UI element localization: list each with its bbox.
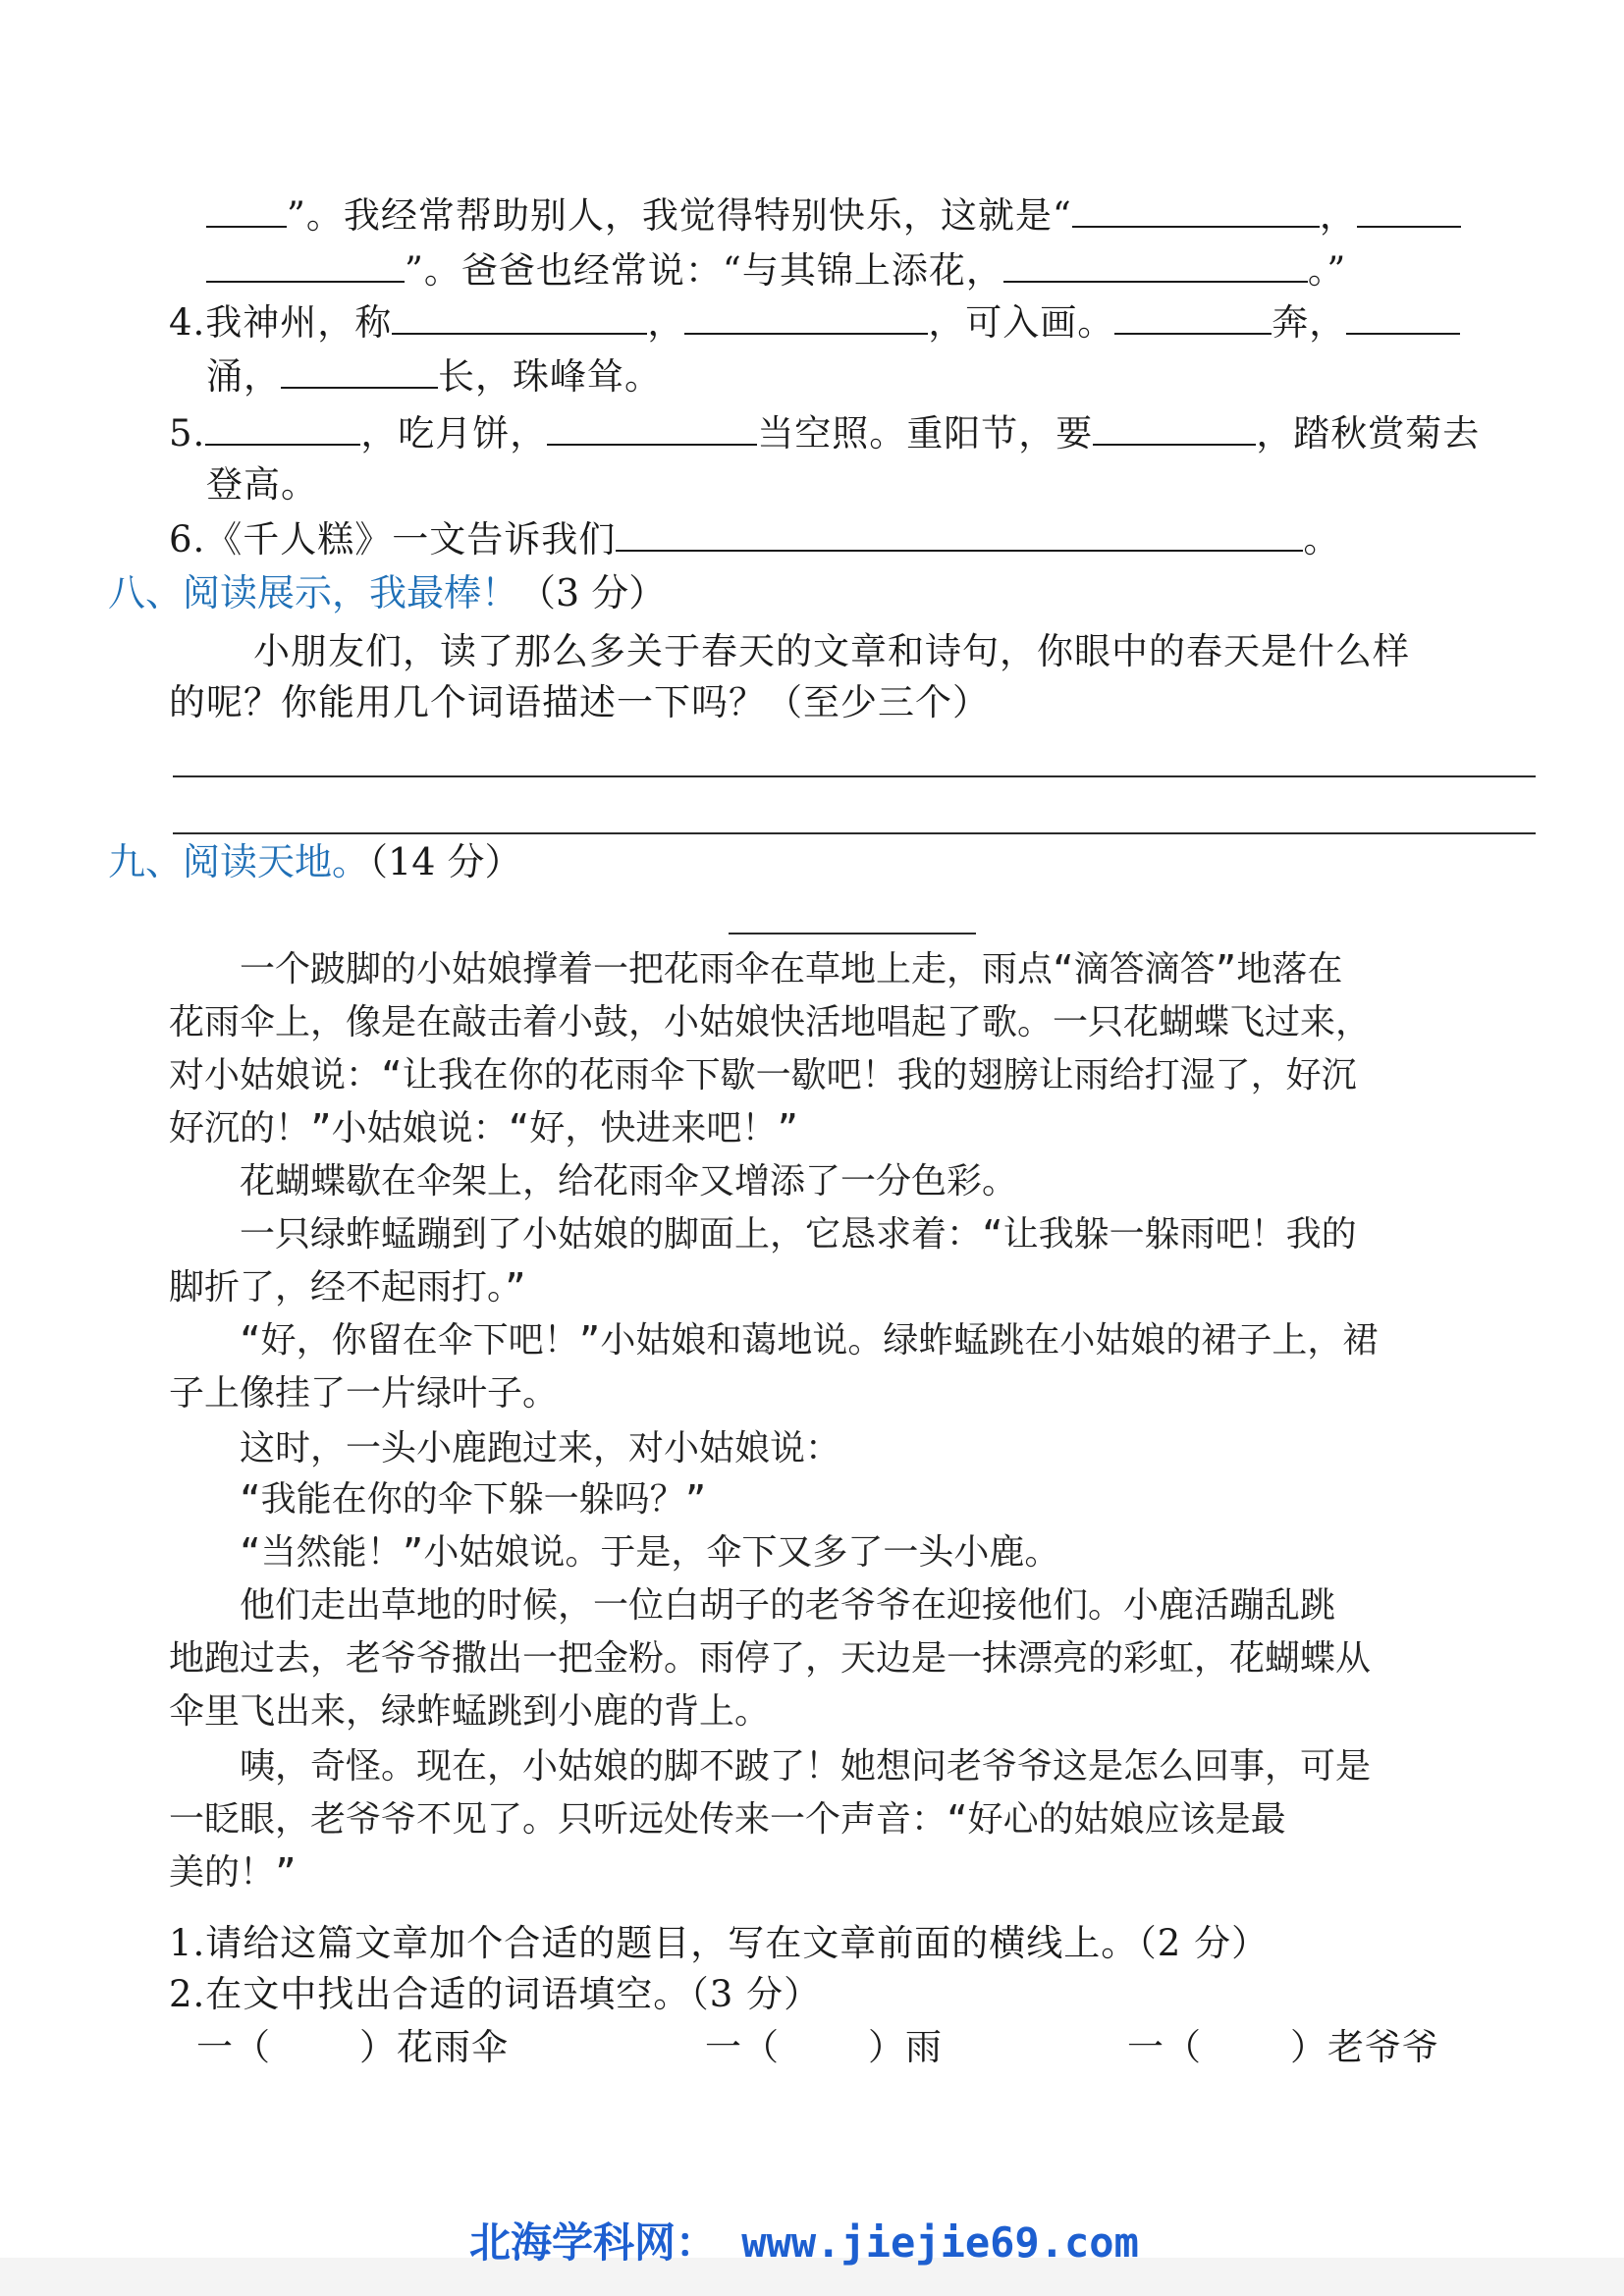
answer-line[interactable]: [173, 775, 1536, 777]
q7-line-4: 4.我神州，称 ， ，可入画。 奔，: [169, 299, 1460, 347]
passage-line: 他们走出草地的时候，一位白胡子的老爷爷在迎接他们。小鹿活蹦乱跳: [169, 1585, 1336, 1626]
section-9-heading: 九、阅读天地。（14 分）: [108, 840, 522, 883]
passage-line: 一眨眼，老爷爷不见了。只听远处传来一个声音：“好心的姑娘应该是最: [169, 1799, 1286, 1840]
fill-item: 一（ ）雨: [705, 2026, 943, 2068]
title-answer-line[interactable]: [729, 933, 976, 934]
blank[interactable]: [1357, 196, 1461, 228]
passage-line: “好，你留在伞下吧！”小姑娘和蔼地说。绿蚱蜢跳在小姑娘的裙子上，裙: [169, 1320, 1379, 1361]
passage-line: 咦，奇怪。现在，小姑娘的脚不跛了！她想问老爷爷这是怎么回事，可是: [169, 1746, 1372, 1787]
blank[interactable]: [392, 303, 647, 335]
footer-watermark: 北海学科网： www.jiejie69.com: [469, 2218, 1139, 2267]
answer-line[interactable]: [173, 832, 1536, 834]
blank[interactable]: [205, 414, 360, 446]
s8-prompt-line-1: 小朋友们，读了那么多关于春天的文章和诗句，你眼中的春天是什么样: [253, 630, 1410, 672]
passage-line: “我能在你的伞下躲一躲吗？”: [169, 1479, 707, 1520]
passage-line: “当然能！”小姑娘说。于是，伞下又多了一头小鹿。: [169, 1532, 1060, 1573]
q7-line-6: 6.《千人糕》一文告诉我们 。: [169, 518, 1341, 561]
blank[interactable]: [684, 303, 928, 335]
blank[interactable]: [1003, 251, 1308, 283]
q7-line-5: 5. ，吃月饼， 当空照。重阳节，要 ，踏秋赏菊去: [169, 412, 1481, 454]
q7-line-5b: 登高。: [206, 463, 318, 506]
question-2: 2.在文中找出合适的词语填空。（3 分）: [169, 1973, 822, 2015]
passage-line: 一个跛脚的小姑娘撑着一把花雨伞在草地上走，雨点“滴答滴答”地落在: [169, 949, 1343, 989]
fill-item: 一（ ）花雨伞: [196, 2026, 509, 2068]
s8-prompt-line-2: 的呢？你能用几个词语描述一下吗？（至少三个）: [169, 681, 990, 723]
fill-item: 一（ ）老爷爷: [1127, 2026, 1439, 2068]
passage-line: 对小姑娘说：“让我在你的花雨伞下歇一歇吧！我的翅膀让雨给打湿了，好沉: [169, 1055, 1357, 1095]
q7-line-4b: 涌， 长，珠峰耸。: [206, 355, 662, 398]
blank[interactable]: [206, 196, 287, 228]
question-1: 1.请给这篇文章加个合适的题目，写在文章前面的横线上。（2 分）: [169, 1922, 1270, 1964]
section-8-heading: 八、阅读展示，我最棒！（3 分）: [108, 571, 667, 614]
blank[interactable]: [616, 520, 1303, 552]
passage-line: 花蝴蝶歇在伞架上，给花雨伞又增添了一分色彩。: [169, 1161, 1018, 1201]
q7-line-2: ”。爸爸也经常说：“与其锦上添花， 。”: [206, 247, 1346, 294]
passage-line: 脚折了，经不起雨打。”: [169, 1267, 526, 1308]
blank[interactable]: [206, 251, 405, 283]
blank[interactable]: [1093, 414, 1256, 446]
passage-line: 花雨伞上，像是在敲击着小鼓，小姑娘快活地唱起了歌。一只花蝴蝶飞过来，: [169, 1002, 1372, 1042]
passage-line: 这时，一头小鹿跑过来，对小姑娘说：: [169, 1428, 841, 1468]
blank[interactable]: [1346, 303, 1460, 335]
passage-line: 地跑过去，老爷爷撒出一把金粉。雨停了，天边是一抹漂亮的彩虹，花蝴蝶从: [169, 1638, 1372, 1679]
passage-line: 子上像挂了一片绿叶子。: [169, 1373, 559, 1414]
passage-line: 好沉的！”小姑娘说：“好，快进来吧！”: [169, 1108, 799, 1148]
passage-line: 伞里飞出来，绿蚱蜢跳到小鹿的背上。: [169, 1691, 771, 1732]
blank[interactable]: [281, 357, 438, 389]
blank[interactable]: [1114, 303, 1272, 335]
q7-line-1: ”。我经常帮助别人，我觉得特别快乐，这就是“ ，: [206, 192, 1461, 240]
blank[interactable]: [1072, 196, 1320, 228]
passage-line: 一只绿蚱蜢蹦到了小姑娘的脚面上，它恳求着：“让我躲一躲雨吧！我的: [169, 1214, 1357, 1255]
blank[interactable]: [547, 414, 757, 446]
passage-line: 美的！”: [169, 1852, 297, 1893]
